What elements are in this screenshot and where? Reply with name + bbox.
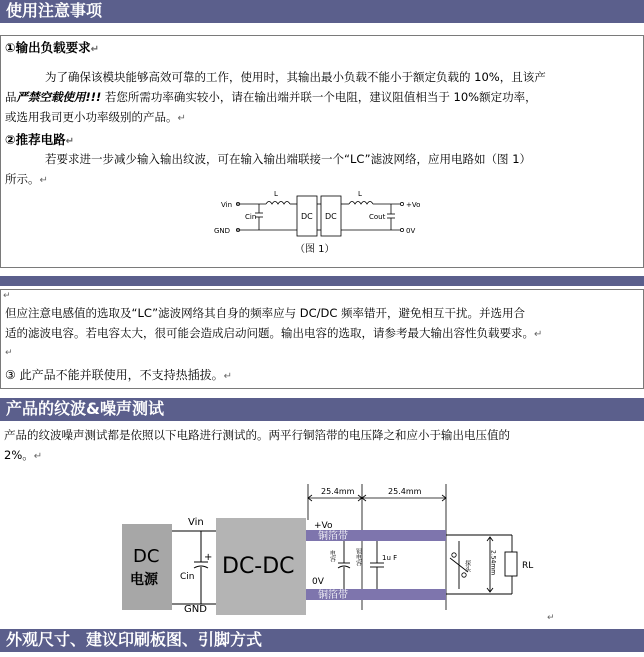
lc-dc1-label: DC bbox=[301, 212, 313, 221]
vin-label: Vin bbox=[188, 517, 204, 528]
lc-notes-line2: 适的滤波电容。若电容太大，很可能会造成启动问题。输出电容的选取，请参考最大输出容性负载要求。↵ bbox=[5, 326, 543, 340]
item3-no-parallel: ③ 此产品不能并联使用，不支持热插拔。↵ bbox=[5, 368, 232, 382]
lc-l2-label: L bbox=[358, 190, 362, 198]
cap-label: 电容 bbox=[328, 550, 336, 562]
tantalum-cap-label: 钽电容 bbox=[354, 548, 362, 566]
ripple-noise-test-circuit bbox=[118, 480, 548, 615]
item2-heading: ②推荐电路↵ bbox=[5, 132, 74, 147]
dc-source-label-2: 电源 bbox=[130, 572, 158, 588]
lc-dc2-label: DC bbox=[325, 212, 337, 221]
lc-cout-label: Cout bbox=[369, 213, 386, 221]
item1-paragraph-line3: 或选用我司更小功率级别的产品。↵ bbox=[5, 110, 186, 124]
section-header-usage-notes bbox=[0, 0, 644, 23]
section-header-ripple-noise bbox=[0, 398, 644, 421]
lc-0v-label: 0V bbox=[406, 227, 416, 235]
probe-label: 探头 bbox=[463, 560, 471, 572]
foil-bottom-label: 铜箔带 bbox=[318, 590, 348, 601]
dimension-1: 25.4mm bbox=[321, 487, 355, 496]
no-load-warning: 严禁空载使用!!! bbox=[16, 90, 102, 104]
lc-notes-box bbox=[0, 289, 644, 389]
section-title: 外观尺寸、建议印刷板图、引脚方式 bbox=[6, 630, 263, 649]
lc-cin-label: Cin bbox=[245, 213, 257, 221]
gnd-label: GND bbox=[184, 604, 207, 615]
section-divider-bar bbox=[0, 276, 644, 286]
usage-notes-box bbox=[0, 35, 644, 268]
item1-paragraph-line2: 品严禁空载使用!!! 若您所需功率确实较小，请在输出端并联一个电阻，建议阻值相当于 10%额定功率， bbox=[5, 90, 537, 104]
dimension-2: 25.4mm bbox=[388, 487, 422, 496]
ripple-test-line1: 产品的纹波噪声测试都是依照以下电路进行测试的。两平行铜箔带的电压降之和应小于输出电压值的 bbox=[4, 428, 510, 442]
item2-paragraph-line1: 若要求进一步减少输入输出纹波，可在输入输出端联接一个“LC”滤波网络，应用电路如（图 1） bbox=[45, 152, 532, 166]
cin-label: Cin bbox=[180, 572, 195, 582]
ripple-test-line2: 2%。↵ bbox=[4, 448, 43, 462]
item2-paragraph-line2: 所示。↵ bbox=[5, 172, 48, 186]
return-mark: ↵ bbox=[3, 291, 11, 301]
section-title: 产品的纹波&噪声测试 bbox=[6, 399, 164, 418]
item1-heading: ①输出负载要求↵ bbox=[5, 40, 99, 55]
lc-gnd-label: GND bbox=[214, 227, 231, 235]
plus-sign: + bbox=[204, 552, 213, 563]
figure-caption: （图 1） bbox=[295, 244, 335, 255]
section-title: 使用注意事项 bbox=[6, 1, 103, 20]
vo-label: +Vo bbox=[314, 521, 333, 531]
0v-label: 0V bbox=[312, 577, 324, 587]
lc-notes-line1: 但应注意电感值的选取及“LC”滤波网络其自身的频率应与 DC/DC 频率错开，避免相互干扰。并选用合 bbox=[5, 306, 526, 320]
1uf-label: 1u F bbox=[382, 554, 398, 562]
rl-label: RL bbox=[522, 561, 534, 571]
height-label: 2.54mm bbox=[489, 550, 497, 576]
return-mark: ↵ bbox=[547, 613, 555, 623]
dc-source-block bbox=[122, 524, 172, 610]
section-header-dimensions bbox=[0, 629, 644, 652]
item1-paragraph-line1: 为了确保该模块能够高效可靠的工作，使用时，其输出最小负载不能小于额定负载的 10%，且该产 bbox=[45, 70, 546, 84]
foil-top-label: 铜箔带 bbox=[318, 531, 348, 542]
lc-vin-label: Vin bbox=[221, 201, 233, 209]
lc-filter-circuit bbox=[211, 186, 441, 266]
lc-l1-label: L bbox=[274, 190, 278, 198]
return-mark: ↵ bbox=[5, 348, 13, 358]
dc-dc-module-label: DC-DC bbox=[222, 554, 295, 579]
lc-vo-label: +Vo bbox=[406, 201, 421, 209]
dc-source-label: DC bbox=[133, 546, 160, 567]
